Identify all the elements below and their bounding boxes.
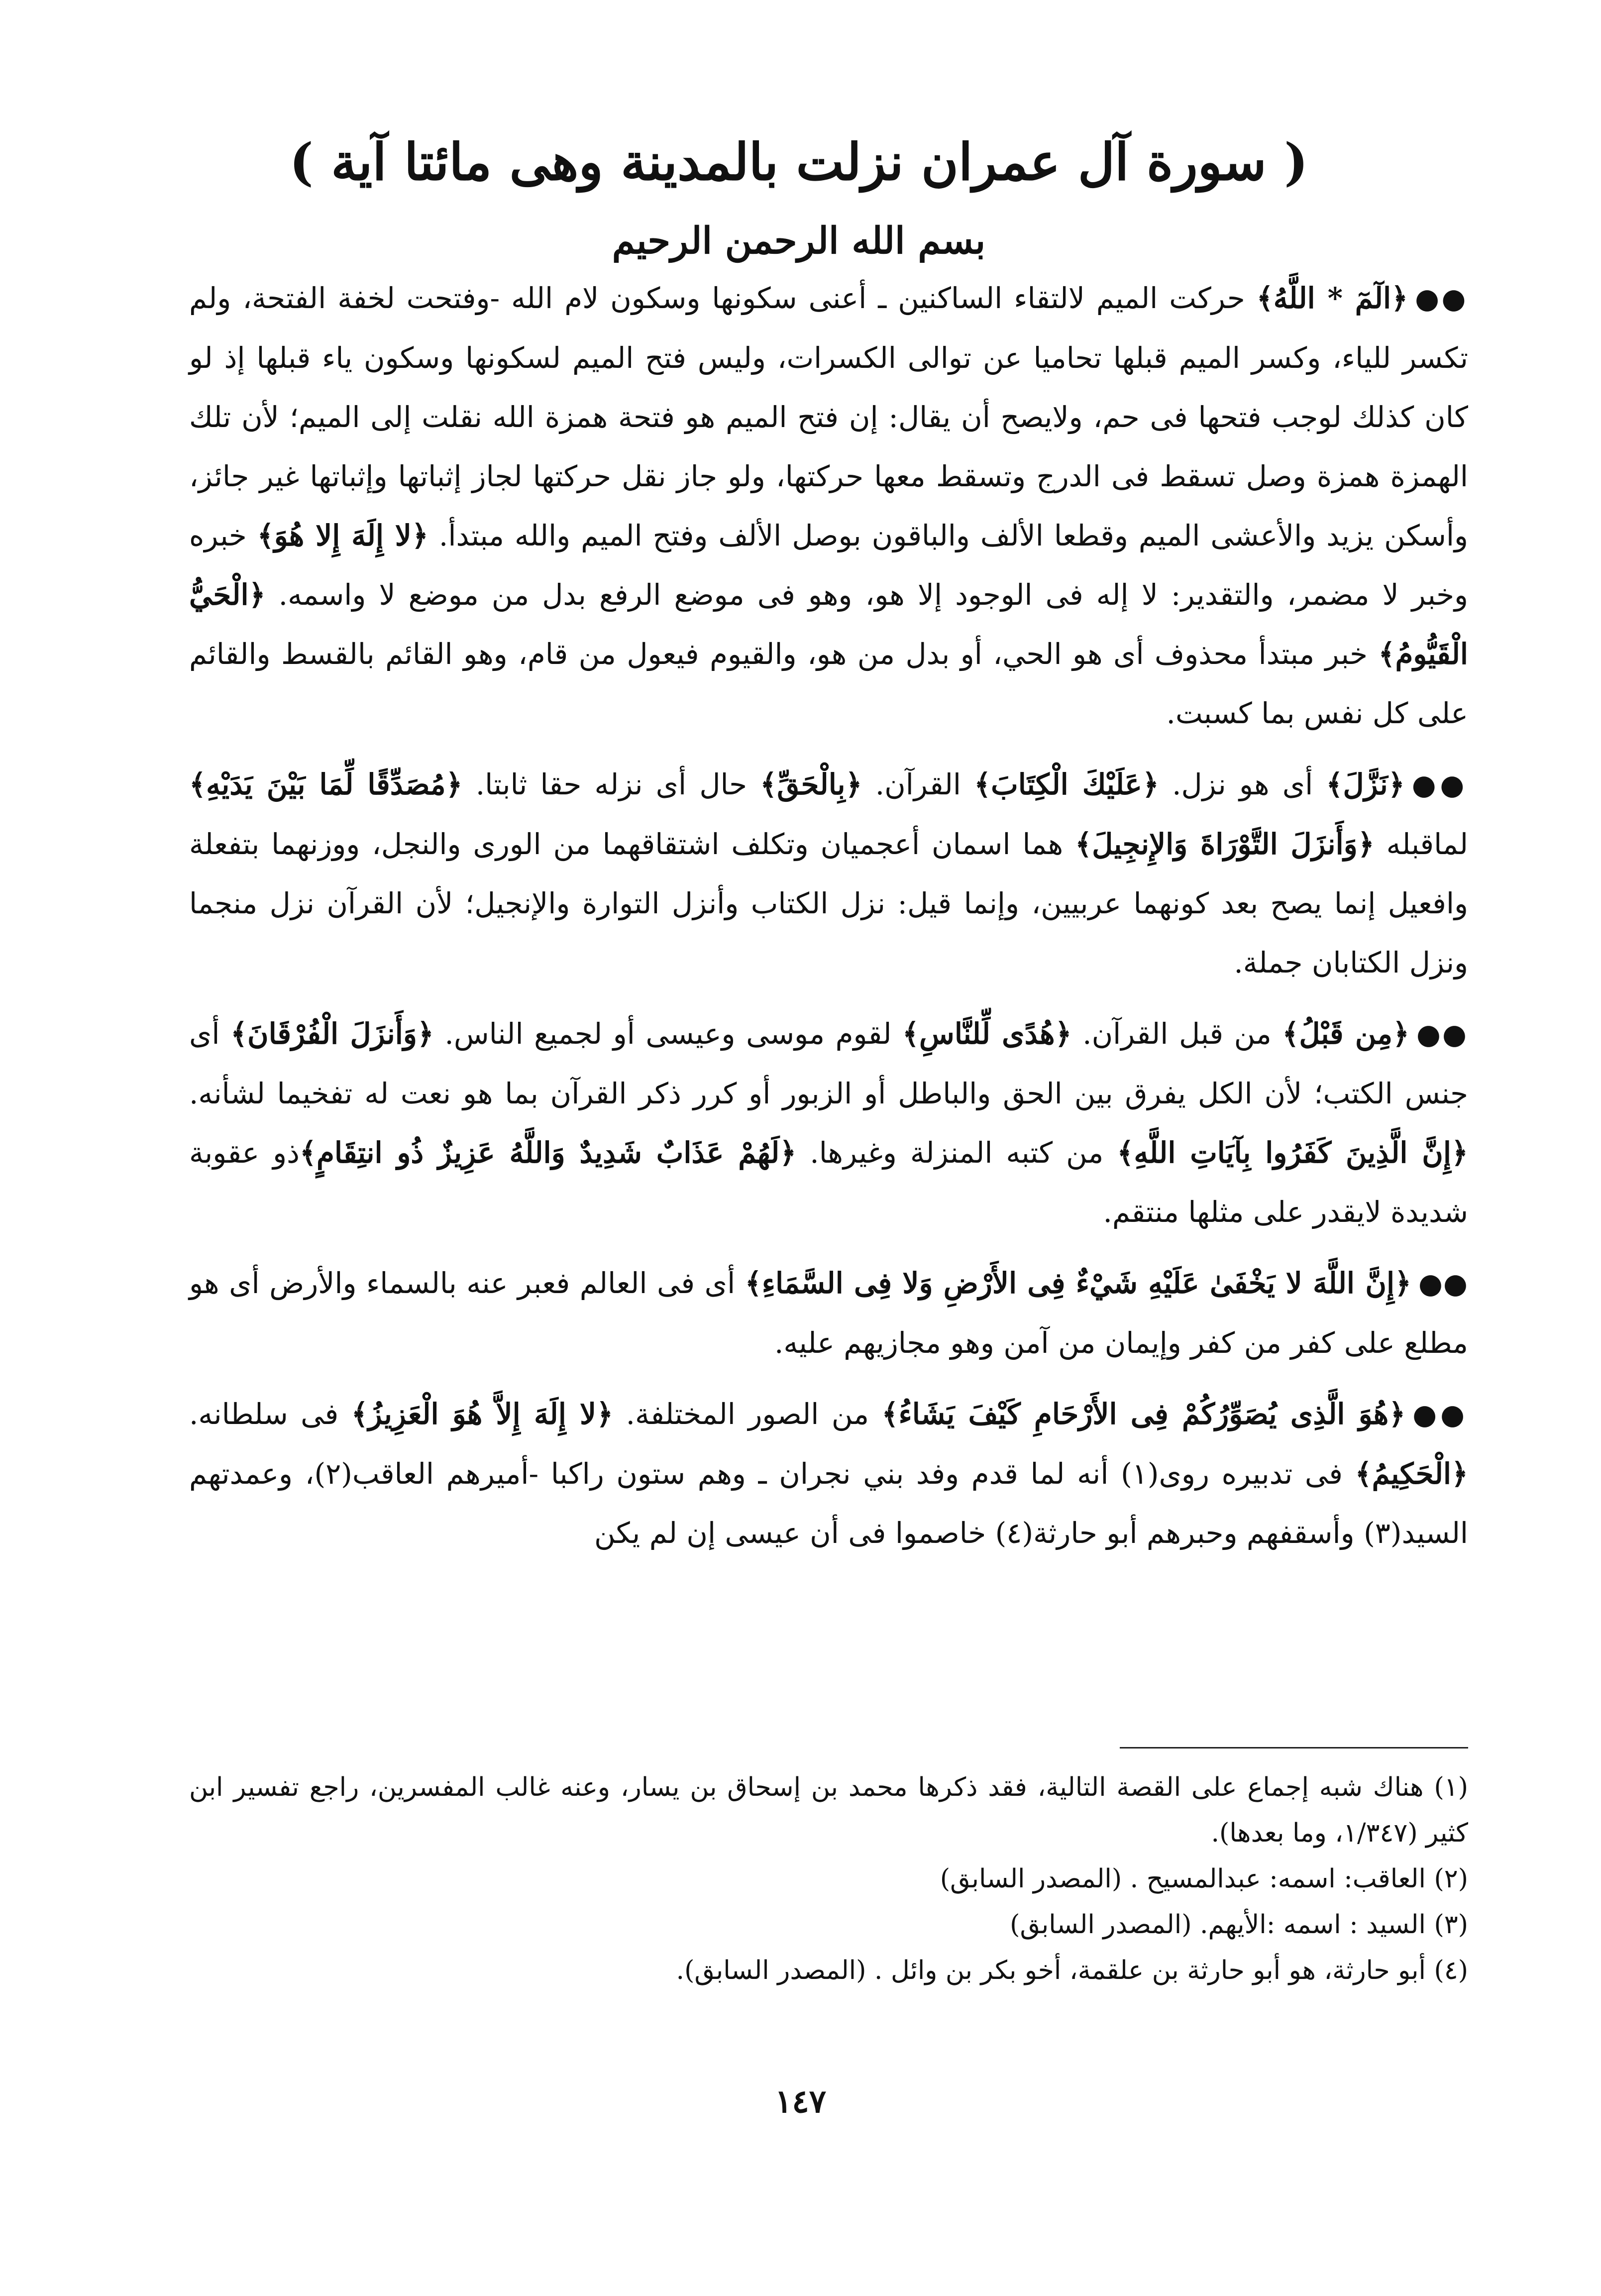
commentary-text: خبر مبتدأ محذوف أى هو الحي، أو بدل من هو، والقيوم فيعول من قام، وهو القائم بالقسط والقائم على كل نفس بما كسبت. [189, 637, 1468, 730]
surah-title: ( سورة آل عمران نزلت بالمدينة وهى مائتا آية ) [289, 132, 1308, 192]
commentary-text: فى سلطانه. [189, 1397, 351, 1431]
commentary-paragraph [189, 755, 1468, 992]
commentary-text: هما اسمان أعجميان وتكلف اشتقاقهما من الورى والنجل، ووزنهما بتفعلة وافعيل إنما يصح بعد كونهما عربيين، وإنما قيل: نزل الكتاب وأنزل التوارة والإنجيل؛ لأن القرآن نزل منجما ونزل الكتابان جملة. [189, 827, 1468, 980]
commentary-text: خبره وخبر لا مضمر، والتقدير: لا إله فى الوجود إلا هو، وهو فى موضع الرفع بدل من موضع لا واسمه. [189, 519, 1468, 612]
commentary-text: ذو عقوبة شديدة لايقدر على مثلها منتقم. [189, 1136, 1468, 1229]
quran-verse: ﴿لَهُمْ عَذَابٌ شَدِيدٌ وَاللَّهُ عَزِيزٌ ذُو انتِقَامٍ﴾ [300, 1136, 797, 1170]
footnotes [189, 1764, 1468, 1993]
quran-verse: ﴿وَأَنزَلَ الْفُرْقَانَ﴾ [230, 1017, 434, 1051]
page-number: ١٤٧ [774, 2083, 827, 2120]
commentary-text: حال أى نزله حقا ثابتا. [462, 767, 760, 801]
commentary-paragraph [189, 1254, 1468, 1373]
commentary-text: من كتبه المنزلة وغيرها. [796, 1136, 1117, 1170]
quran-verse: ﴿الٓمٓ * اللَّهُ﴾ [1256, 281, 1408, 315]
paragraph-bullet: ●● [1415, 282, 1468, 315]
quran-verse: ﴿عَلَيْكَ الْكِتَابَ﴾ [974, 767, 1159, 801]
basmala: بسم الله الرحمن الرحيم [612, 219, 986, 262]
footnote: (١) هناك شبه إجماع على القصة التالية، فقد ذكرها محمد بن إسحاق بن يسار، وعنه غالب المفسرين، راجع تفسير ابن كثير (١/٣٤٧، وما بعدها). [189, 1772, 1468, 1848]
quran-verse: ﴿إِنَّ الَّذِينَ كَفَرُوا بِآيَاتِ اللَّهِ﴾ [1117, 1136, 1469, 1170]
paragraph-bullet: ●● [1411, 768, 1468, 801]
commentary-paragraph [189, 1004, 1468, 1242]
commentary-text: فى تدبيره روى(١) أنه لما قدم وفد بني نجران ـ وهم ستون راكبا -أميرهم العاقب(٢)، وعمدتهم السيد(٣) وأسقفهم وحبرهم أبو حارثة(٤) خاصموا فى أن عيسى إن لم يكن [189, 1457, 1468, 1550]
footnote: (٣) السيد : اسمه :الأيهم. (المصدر السابق) [1010, 1910, 1468, 1940]
commentary-text: أى جنس الكتب؛ لأن الكل يفرق بين الحق والباطل أو الزبور أو كرر ذكر القرآن بما هو نعت له تفخيما لشأنه. [189, 1017, 1468, 1110]
quran-verse: ﴿إِنَّ اللَّهَ لا يَخْفَىٰ عَلَيْهِ شَيْءٌ فِى الأَرْضِ وَلا فِى السَّمَاءِ﴾ [745, 1266, 1412, 1300]
commentary-text: أى فى العالم فعبر عنه بالسماء والأرض أى هو مطلع على كفر من كفر وإيمان من آمن وهو مجازيهم عليه. [189, 1266, 1468, 1360]
commentary-body [189, 269, 1468, 1575]
quran-verse: ﴿وَأَنزَلَ التَّوْرَاةَ وَالإِنجِيلَ﴾ [1075, 827, 1375, 861]
footnote-separator [1120, 1747, 1468, 1749]
commentary-text: من قبل القرآن. [1071, 1017, 1282, 1051]
commentary-text: لقوم موسى وعيسى أو لجميع الناس. [433, 1017, 903, 1051]
paragraph-bullet: ●● [1418, 1267, 1468, 1300]
quran-verse: ﴿نَزَّلَ﴾ [1326, 767, 1405, 801]
quran-verse: ﴿بِالْحَقِّ﴾ [760, 767, 862, 801]
commentary-text: من الصور المختلفة. [613, 1397, 882, 1431]
commentary-text: القرآن. [862, 767, 974, 801]
quran-verse: ﴿هُوَ الَّذِى يُصَوِّرُكُمْ فِى الأَرْحَامِ كَيْفَ يَشَاءُ﴾ [881, 1397, 1406, 1431]
quran-verse: ﴿الْحَيُّ الْقَيُّومُ﴾ [189, 578, 1469, 671]
quran-verse: ﴿مِن قَبْلُ﴾ [1282, 1017, 1410, 1051]
paragraph-bullet: ●● [1416, 1018, 1468, 1051]
footnote: (٢) العاقب: اسمه: عبدالمسيح . (المصدر السابق) [940, 1864, 1468, 1894]
quran-verse: ﴿لا إِلَهَ إِلا هُوَ﴾ [257, 519, 428, 552]
quran-verse: ﴿لا إِلَهَ إِلاَّ هُوَ الْعَزِيزُ﴾ [351, 1397, 614, 1431]
quran-verse: ﴿هُدًى لِّلنَّاسِ﴾ [902, 1017, 1072, 1051]
footnote: (٤) أبو حارثة، هو أبو حارثة بن علقمة، أخو بكر بن وائل . (المصدر السابق). [676, 1956, 1468, 1985]
commentary-paragraph [189, 269, 1468, 743]
commentary-paragraph [189, 1385, 1468, 1563]
commentary-text: حركت الميم لالتقاء الساكنين ـ أعنى سكونها وسكون لام الله -وفتحت لخفة الفتحة، ولم تكسر للياء، وكسر الميم قبلها تحاميا عن توالى الكسرات، وليس فتح الميم لسكونها وسكون ياء قبلها إذ لو كان كذلك لوجب فتحها فى حم، ولايصح أن يقال: إن فتح الميم هو فتحة همزة الله نقلت إلى الميم؛ لأن تلك الهمزة همزة وصل تسقط فى الدرج وتسقط معها حركتها، ولو جاز نقل حركتها لجاز إثباتها وإثباتها غير جائز، وأسكن يزيد والأعشى الميم وقطعا الألف والباقون بوصل الألف وفتح الميم والله مبتدأ. [189, 281, 1468, 552]
paragraph-bullet: ●● [1412, 1398, 1469, 1431]
quran-verse: ﴿مُصَدِّقًا لِّمَا بَيْنَ يَدَيْهِ﴾ [189, 767, 463, 801]
commentary-text: أى هو نزل. [1159, 767, 1326, 801]
commentary-text: لماقبله [1374, 827, 1469, 861]
quran-verse: ﴿الْحَكِيمُ﴾ [1355, 1457, 1468, 1491]
